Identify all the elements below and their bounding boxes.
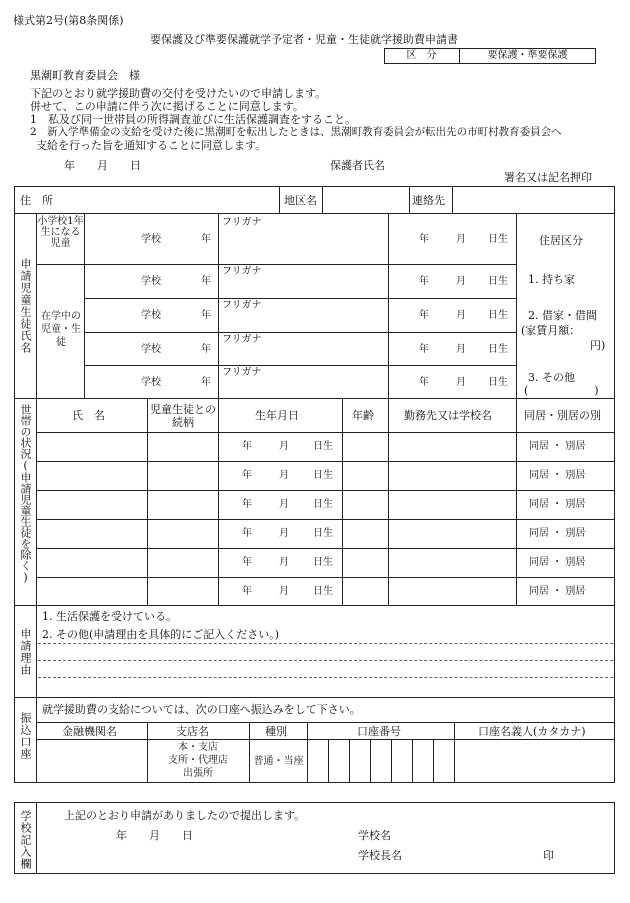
furigana-label: フリガナ [222, 217, 262, 228]
form-number: 様式第2号(第8条関係) [13, 14, 124, 27]
address-label: 住 所 [20, 194, 53, 207]
principal-name-field[interactable] [410, 846, 535, 862]
school-date[interactable]: 年 月 日 [116, 829, 193, 842]
furigana-label: フリガナ [222, 266, 262, 277]
school-name-label: 学校名 [358, 829, 391, 842]
principal-name-label: 学校長名 [358, 849, 402, 862]
col-account-holder: 口座名義人(カタカナ) [478, 725, 586, 738]
reason-option-other[interactable]: 2. その他(申請理由を具体的にご記入ください。) [42, 628, 280, 641]
new-student-label: 小学校1年生になる児童 [37, 216, 84, 249]
living-select[interactable]: 同居 ・ 別居 [529, 557, 586, 568]
living-select[interactable]: 同居 ・ 別居 [529, 441, 586, 452]
school-section-label: 学校記入欄 [19, 810, 32, 870]
district-label: 地区名 [284, 194, 317, 207]
col-bank: 金融機関名 [62, 725, 117, 738]
bank-intro: 就学援助費の支給については、次の口座へ振込みをして下さい。 [42, 703, 361, 716]
contact-label: 連絡先 [412, 194, 445, 207]
col-birth: 生年月日 [255, 409, 299, 422]
living-select[interactable]: 同居 ・ 別居 [529, 499, 586, 510]
col-work: 勤務先又は学校名 [404, 409, 492, 422]
col-branch: 支店名 [176, 725, 209, 738]
school-name-field[interactable] [410, 826, 600, 842]
housing-option-owned[interactable]: 1. 持ち家 [528, 273, 575, 286]
furigana-label: フリガナ [222, 300, 262, 311]
living-select[interactable]: 同居 ・ 別居 [529, 470, 586, 481]
col-living: 同居・別居の別 [524, 409, 601, 422]
furigana-label: フリガナ [222, 367, 262, 378]
housing-other-field[interactable]: ( ) [524, 384, 599, 397]
account-holder-field[interactable] [457, 742, 612, 780]
col-account-type: 種別 [265, 725, 287, 738]
reason-section-label: 申請理由 [19, 628, 32, 676]
kubun-label: 区 分 [406, 50, 437, 61]
consent-item-1: 1 私及び同一世帯員の所得調査並びに生活保護調査をすること。 [30, 113, 356, 126]
intro-line-2: 併せて、この申請に伴う次に掲げることに同意します。 [30, 100, 304, 113]
consent-item-2-cont: 支給を行った旨を通知することに同意します。 [36, 139, 267, 152]
addressee: 黒潮町教育委員会 様 [30, 69, 140, 82]
furigana-label: フリガナ [222, 334, 262, 345]
contact-field[interactable] [456, 190, 611, 210]
district-field[interactable] [326, 190, 406, 210]
col-name: 氏 名 [72, 409, 105, 422]
account-type-select[interactable]: 普通・当座 [253, 756, 304, 767]
household-section-label: 世帯の状況(申請児童生徒を除く) [19, 404, 32, 584]
col-relation: 児童生徒との続柄 [150, 403, 216, 429]
current-student-label: 在学中の児童・生徒 [41, 311, 81, 348]
application-date[interactable]: 年 月 日 [64, 159, 141, 172]
col-age: 年齢 [352, 409, 374, 422]
living-select[interactable]: 同居 ・ 別居 [529, 586, 586, 597]
rent-yen-label: 円) [590, 339, 606, 352]
bank-name-field[interactable] [40, 742, 144, 780]
principal-seal: 印 [543, 849, 554, 862]
bank-section-label: 振込口座 [19, 712, 32, 760]
form-title: 要保護及び準要保護就学予定者・児童・生徒就学援助費申請書 [150, 33, 458, 46]
branch-option-office[interactable]: 出張所 [183, 768, 213, 779]
consent-item-2: 2 新入学準備金の支給を受けた後に黒潮町を転出したときは、黒潮町教育委員会が転出先の市町村教育委員会へ [30, 126, 562, 138]
kubun-value[interactable]: 要保護・準要保護 [487, 50, 568, 61]
branch-option-agency[interactable]: 支所・代理店 [168, 755, 228, 766]
col-account-number: 口座番号 [357, 725, 401, 738]
housing-option-rented[interactable]: 2. 借家・借間 [528, 309, 597, 322]
branch-option-main[interactable]: 本・支店 [178, 742, 218, 753]
account-number-field[interactable] [309, 742, 453, 780]
school-statement: 上記のとおり申請がありましたので提出します。 [64, 809, 306, 822]
rent-amount-label: (家賃月額： [521, 324, 581, 337]
intro-line-1: 下記のとおり就学援助費の交付を受けたいので申請します。 [30, 87, 327, 100]
housing-title: 住居区分 [539, 234, 583, 247]
address-field[interactable] [66, 190, 276, 210]
guardian-name-label: 保護者氏名 [330, 159, 385, 172]
housing-option-other[interactable]: 3. その他 [528, 371, 575, 384]
living-select[interactable]: 同居 ・ 別居 [529, 528, 586, 539]
seal-note: 署名又は記名押印 [504, 171, 592, 184]
reason-text-area[interactable] [40, 644, 610, 694]
applicants-section-label: 申請児童生徒氏名 [19, 258, 32, 354]
reason-option-welfare[interactable]: 1. 生活保護を受けている。 [42, 610, 177, 623]
